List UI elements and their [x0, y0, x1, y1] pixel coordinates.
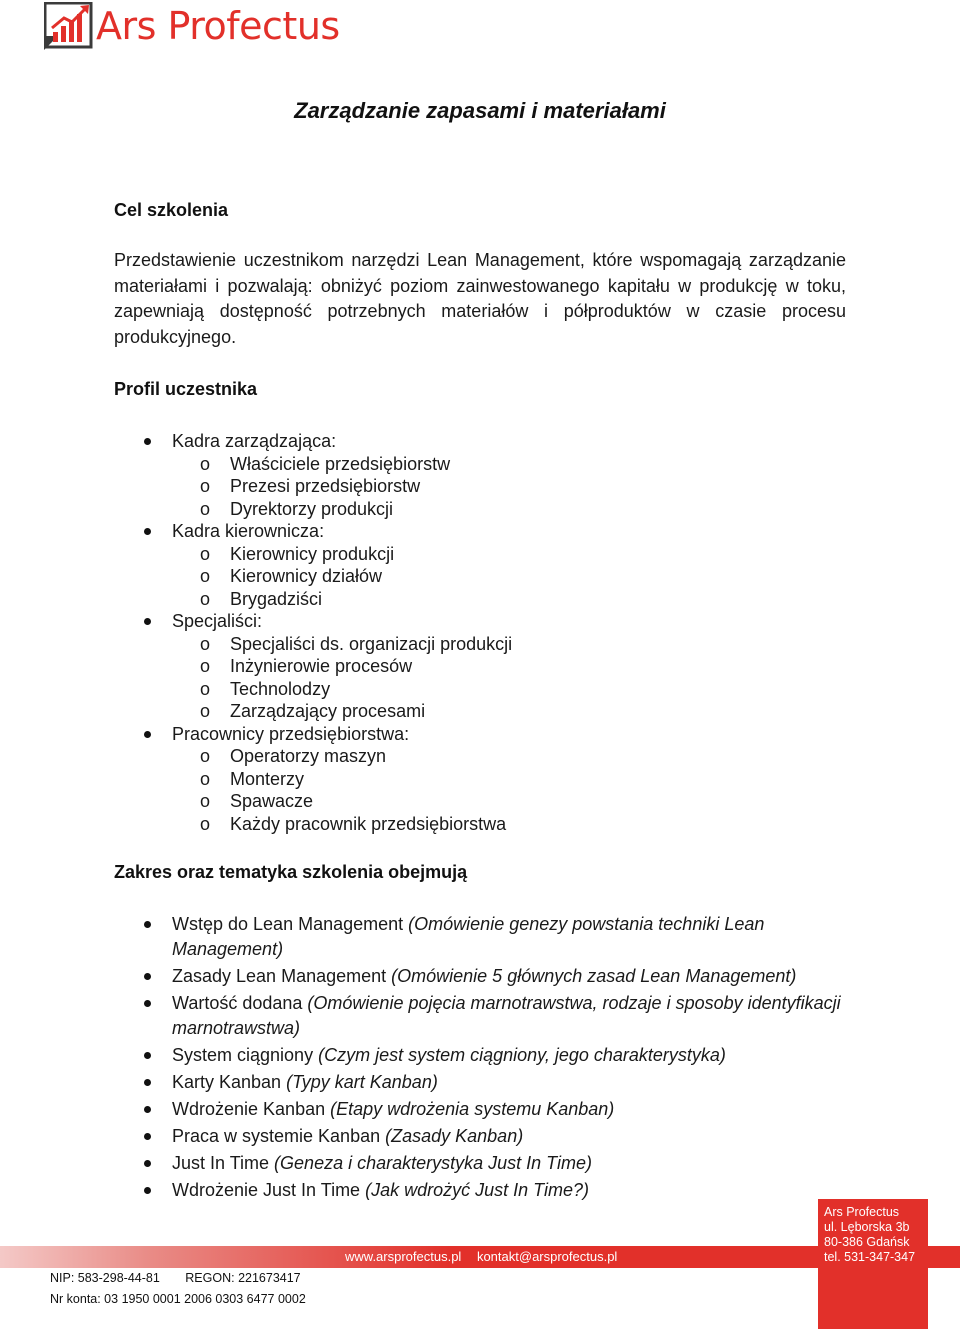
bank-account: Nr konta: 03 1950 0001 2006 0303 6477 0002 [50, 1292, 306, 1306]
profile-subitem: o Kierownicy działów [140, 565, 512, 588]
scope-note: (Omówienie pojęcia marnotrawstwa, rodzaje i sposoby identyfikacji marnotrawstwa) [172, 993, 841, 1038]
profile-subitem: o Operatorzy maszyn [140, 745, 512, 768]
address-city: 80-386 Gdańsk [824, 1235, 910, 1249]
scope-note: (Zasady Kanban) [385, 1126, 524, 1146]
profile-subitem: o Specjaliści ds. organizacji produkcji [140, 633, 512, 656]
footer-address-box [818, 1199, 928, 1329]
scope-topic: Wdrożenie Just In Time [172, 1180, 361, 1200]
scope-topic: Wdrożenie Kanban [172, 1099, 326, 1119]
scope-note: (Jak wdrożyć Just In Time?) [365, 1180, 589, 1200]
scope-note: (Typy kart Kanban) [286, 1072, 438, 1092]
nip-number: NIP: 583-298-44-81 [50, 1271, 160, 1285]
scope-item [140, 1124, 850, 1149]
scope-item [140, 1097, 850, 1122]
profile-heading: Profil uczestnika [114, 379, 258, 399]
profile-group: Kadra zarządzająca: [140, 430, 512, 453]
address-street: ul. Lęborska 3b [824, 1220, 910, 1234]
scope-item [140, 1178, 850, 1203]
scope-topic: Just In Time [172, 1153, 270, 1173]
scope-heading: Zakres oraz tematyka szkolenia obejmują [114, 862, 468, 882]
scope-item [140, 991, 850, 1041]
scope-topic: Zasady Lean Management [172, 966, 387, 986]
website-link[interactable]: www.arsprofectus.pl [345, 1249, 462, 1264]
company-logo [44, 2, 340, 50]
address-company: Ars Profectus [824, 1205, 900, 1219]
profile-subitem: o Technolodzy [140, 678, 512, 701]
profile-subitem: o Każdy pracownik przedsiębiorstwa [140, 813, 512, 836]
profile-subitem: o Właściciele przedsiębiorstw [140, 453, 512, 476]
document-title: Zarządzanie zapasami i materiałami [294, 98, 666, 123]
scope-topic: Wstęp do Lean Management [172, 914, 404, 934]
goal-paragraph: Przedstawienie uczestnikom narzędzi Lean Management, które wspomagają zarządzanie materiałami i pozwalają: obniżyć poziom zainwestowanego kapitału w produkcję w toku, zapewniają dostępność potrzebnych materiałów i półproduktów w czasie procesu produkcyjnego. [114, 250, 846, 347]
scope-item [140, 912, 850, 962]
scope-list [140, 912, 850, 1205]
profile-subitem: o Monterzy [140, 768, 512, 791]
profile-group: Pracownicy przedsiębiorstwa: [140, 723, 512, 746]
footer-tax-ids [50, 1271, 323, 1285]
scope-topic: Praca w systemie Kanban [172, 1126, 381, 1146]
profile-subitem: o Dyrektorzy produkcji [140, 498, 512, 521]
scope-note: (Etapy wdrożenia systemu Kanban) [330, 1099, 615, 1119]
profile-subitem: o Brygadziści [140, 588, 512, 611]
profile-subitem: o Kierownicy produkcji [140, 543, 512, 566]
scope-note: (Czym jest system ciągniony, jego charakterystyka) [318, 1045, 726, 1065]
regon-number: REGON: 221673417 [185, 1271, 301, 1285]
profile-subitem: o Inżynierowie procesów [140, 655, 512, 678]
scope-item [140, 964, 850, 989]
profile-subitem: o Spawacze [140, 790, 512, 813]
profile-group: Kadra kierownicza: [140, 520, 512, 543]
scope-item [140, 1070, 850, 1095]
scope-item [140, 1043, 850, 1068]
address-phone: tel. 531-347-347 [824, 1250, 916, 1264]
goal-heading: Cel szkolenia [114, 200, 229, 220]
logo-wordmark: Ars Profectus [96, 4, 340, 48]
footer-contact-links [345, 1249, 629, 1264]
email-link[interactable]: kontakt@arsprofectus.pl [476, 1249, 618, 1264]
scope-topic: Karty Kanban [172, 1072, 282, 1092]
scope-topic: System ciągniony [172, 1045, 314, 1065]
growth-chart-logo-icon [44, 2, 94, 50]
profile-subitem: o Zarządzający procesami [140, 700, 512, 723]
profile-group: Specjaliści: [140, 610, 512, 633]
profile-subitem: o Prezesi przedsiębiorstw [140, 475, 512, 498]
scope-note: (Omówienie genezy powstania techniki Lean Management) [172, 914, 765, 959]
scope-note: (Geneza i charakterystyka Just In Time) [274, 1153, 592, 1173]
scope-note: (Omówienie 5 głównych zasad Lean Management) [391, 966, 797, 986]
footer-bar-end [928, 1246, 960, 1268]
profile-list [140, 430, 512, 835]
scope-topic: Wartość dodana [172, 993, 303, 1013]
scope-item [140, 1151, 850, 1176]
